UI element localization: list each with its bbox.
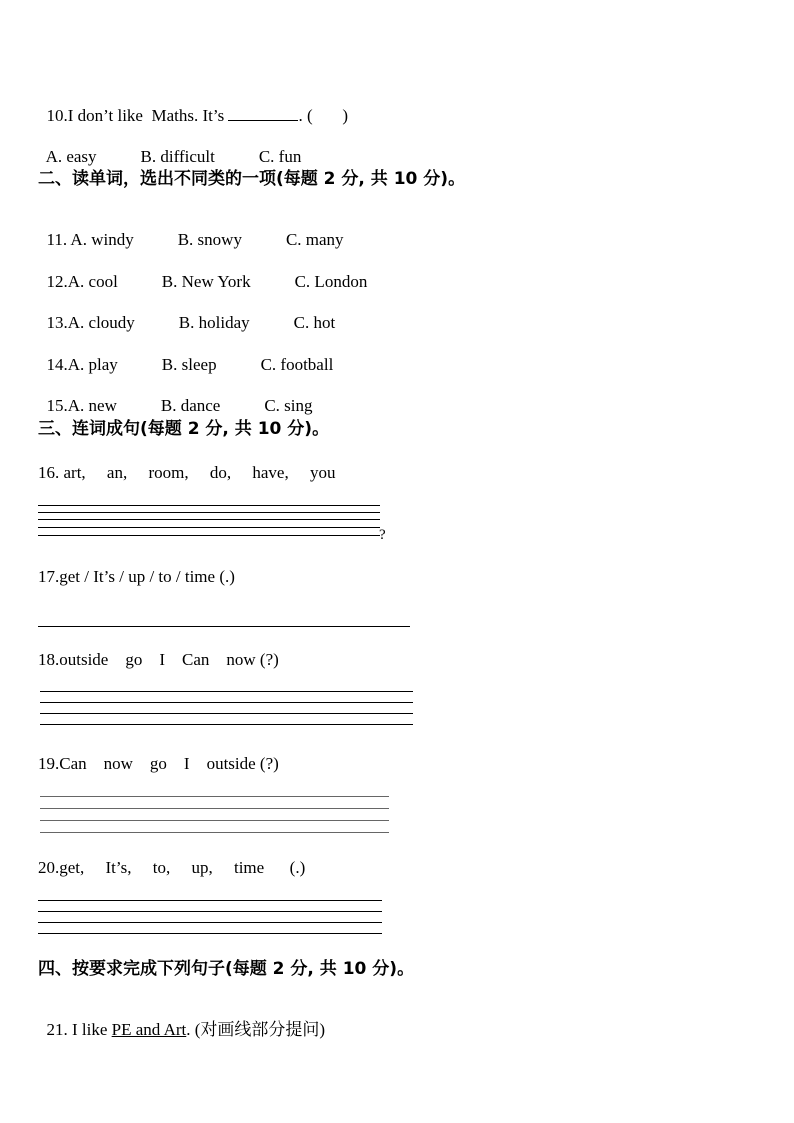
answer-line[interactable] <box>38 527 380 528</box>
question-17: 17.get / It’s / up / to / time (.) <box>38 567 235 586</box>
question-12: 12.A. cool B. New York C. London <box>46 272 368 291</box>
answer-line[interactable] <box>40 691 413 692</box>
answer-line[interactable] <box>40 713 413 714</box>
answer-line[interactable] <box>38 933 382 934</box>
answer-line[interactable] <box>38 626 410 627</box>
answer-blank[interactable] <box>228 106 298 121</box>
answer-line[interactable] <box>40 820 389 821</box>
answer-line[interactable] <box>38 512 380 513</box>
option-a[interactable]: A. easy <box>45 147 97 166</box>
question-11: 11. A. windy B. snowy C. many <box>46 230 344 249</box>
answer-line[interactable] <box>38 505 380 506</box>
answer-line[interactable] <box>38 911 382 912</box>
question-10-options <box>38 131 301 165</box>
option-c[interactable]: C. fun <box>258 147 302 166</box>
answer-line[interactable] <box>40 832 389 833</box>
answer-line[interactable] <box>40 796 389 797</box>
question-10: 10.I don’t like Maths. It’s . ( ) <box>46 106 349 125</box>
underlined-phrase: PE and Art <box>111 1020 187 1039</box>
answer-line[interactable] <box>38 922 382 923</box>
question-21: 21. I like PE and Art. (对画线部分提问) <box>46 1020 326 1039</box>
option-b[interactable]: B. difficult <box>140 147 215 166</box>
answer-line[interactable] <box>40 808 389 809</box>
question-16: 16. art, an, room, do, have, you <box>38 463 336 482</box>
answer-line[interactable] <box>40 702 413 703</box>
question-15: 15.A. new B. dance C. sing <box>46 396 313 415</box>
answer-line[interactable] <box>38 519 380 520</box>
section-2-heading: 二、读单词，选出不同类的一项(每题 2 分, 共 10 分)。 <box>38 169 466 189</box>
answer-line[interactable] <box>40 724 413 725</box>
question-mark: ? <box>379 527 386 543</box>
question-19: 19.Can now go I outside (?) <box>38 754 279 773</box>
question-18: 18.outside go I Can now (?) <box>38 650 279 669</box>
section-4-heading: 四、按要求完成下列句子(每题 2 分, 共 10 分)。 <box>38 959 415 979</box>
question-20: 20.get, It’s, to, up, time (.) <box>38 858 306 877</box>
question-14: 14.A. play B. sleep C. football <box>46 355 334 374</box>
question-13: 13.A. cloudy B. holiday C. hot <box>46 313 336 332</box>
answer-line[interactable] <box>38 900 382 901</box>
section-3-heading: 三、连词成句(每题 2 分, 共 10 分)。 <box>38 419 330 439</box>
answer-line[interactable] <box>38 535 380 536</box>
